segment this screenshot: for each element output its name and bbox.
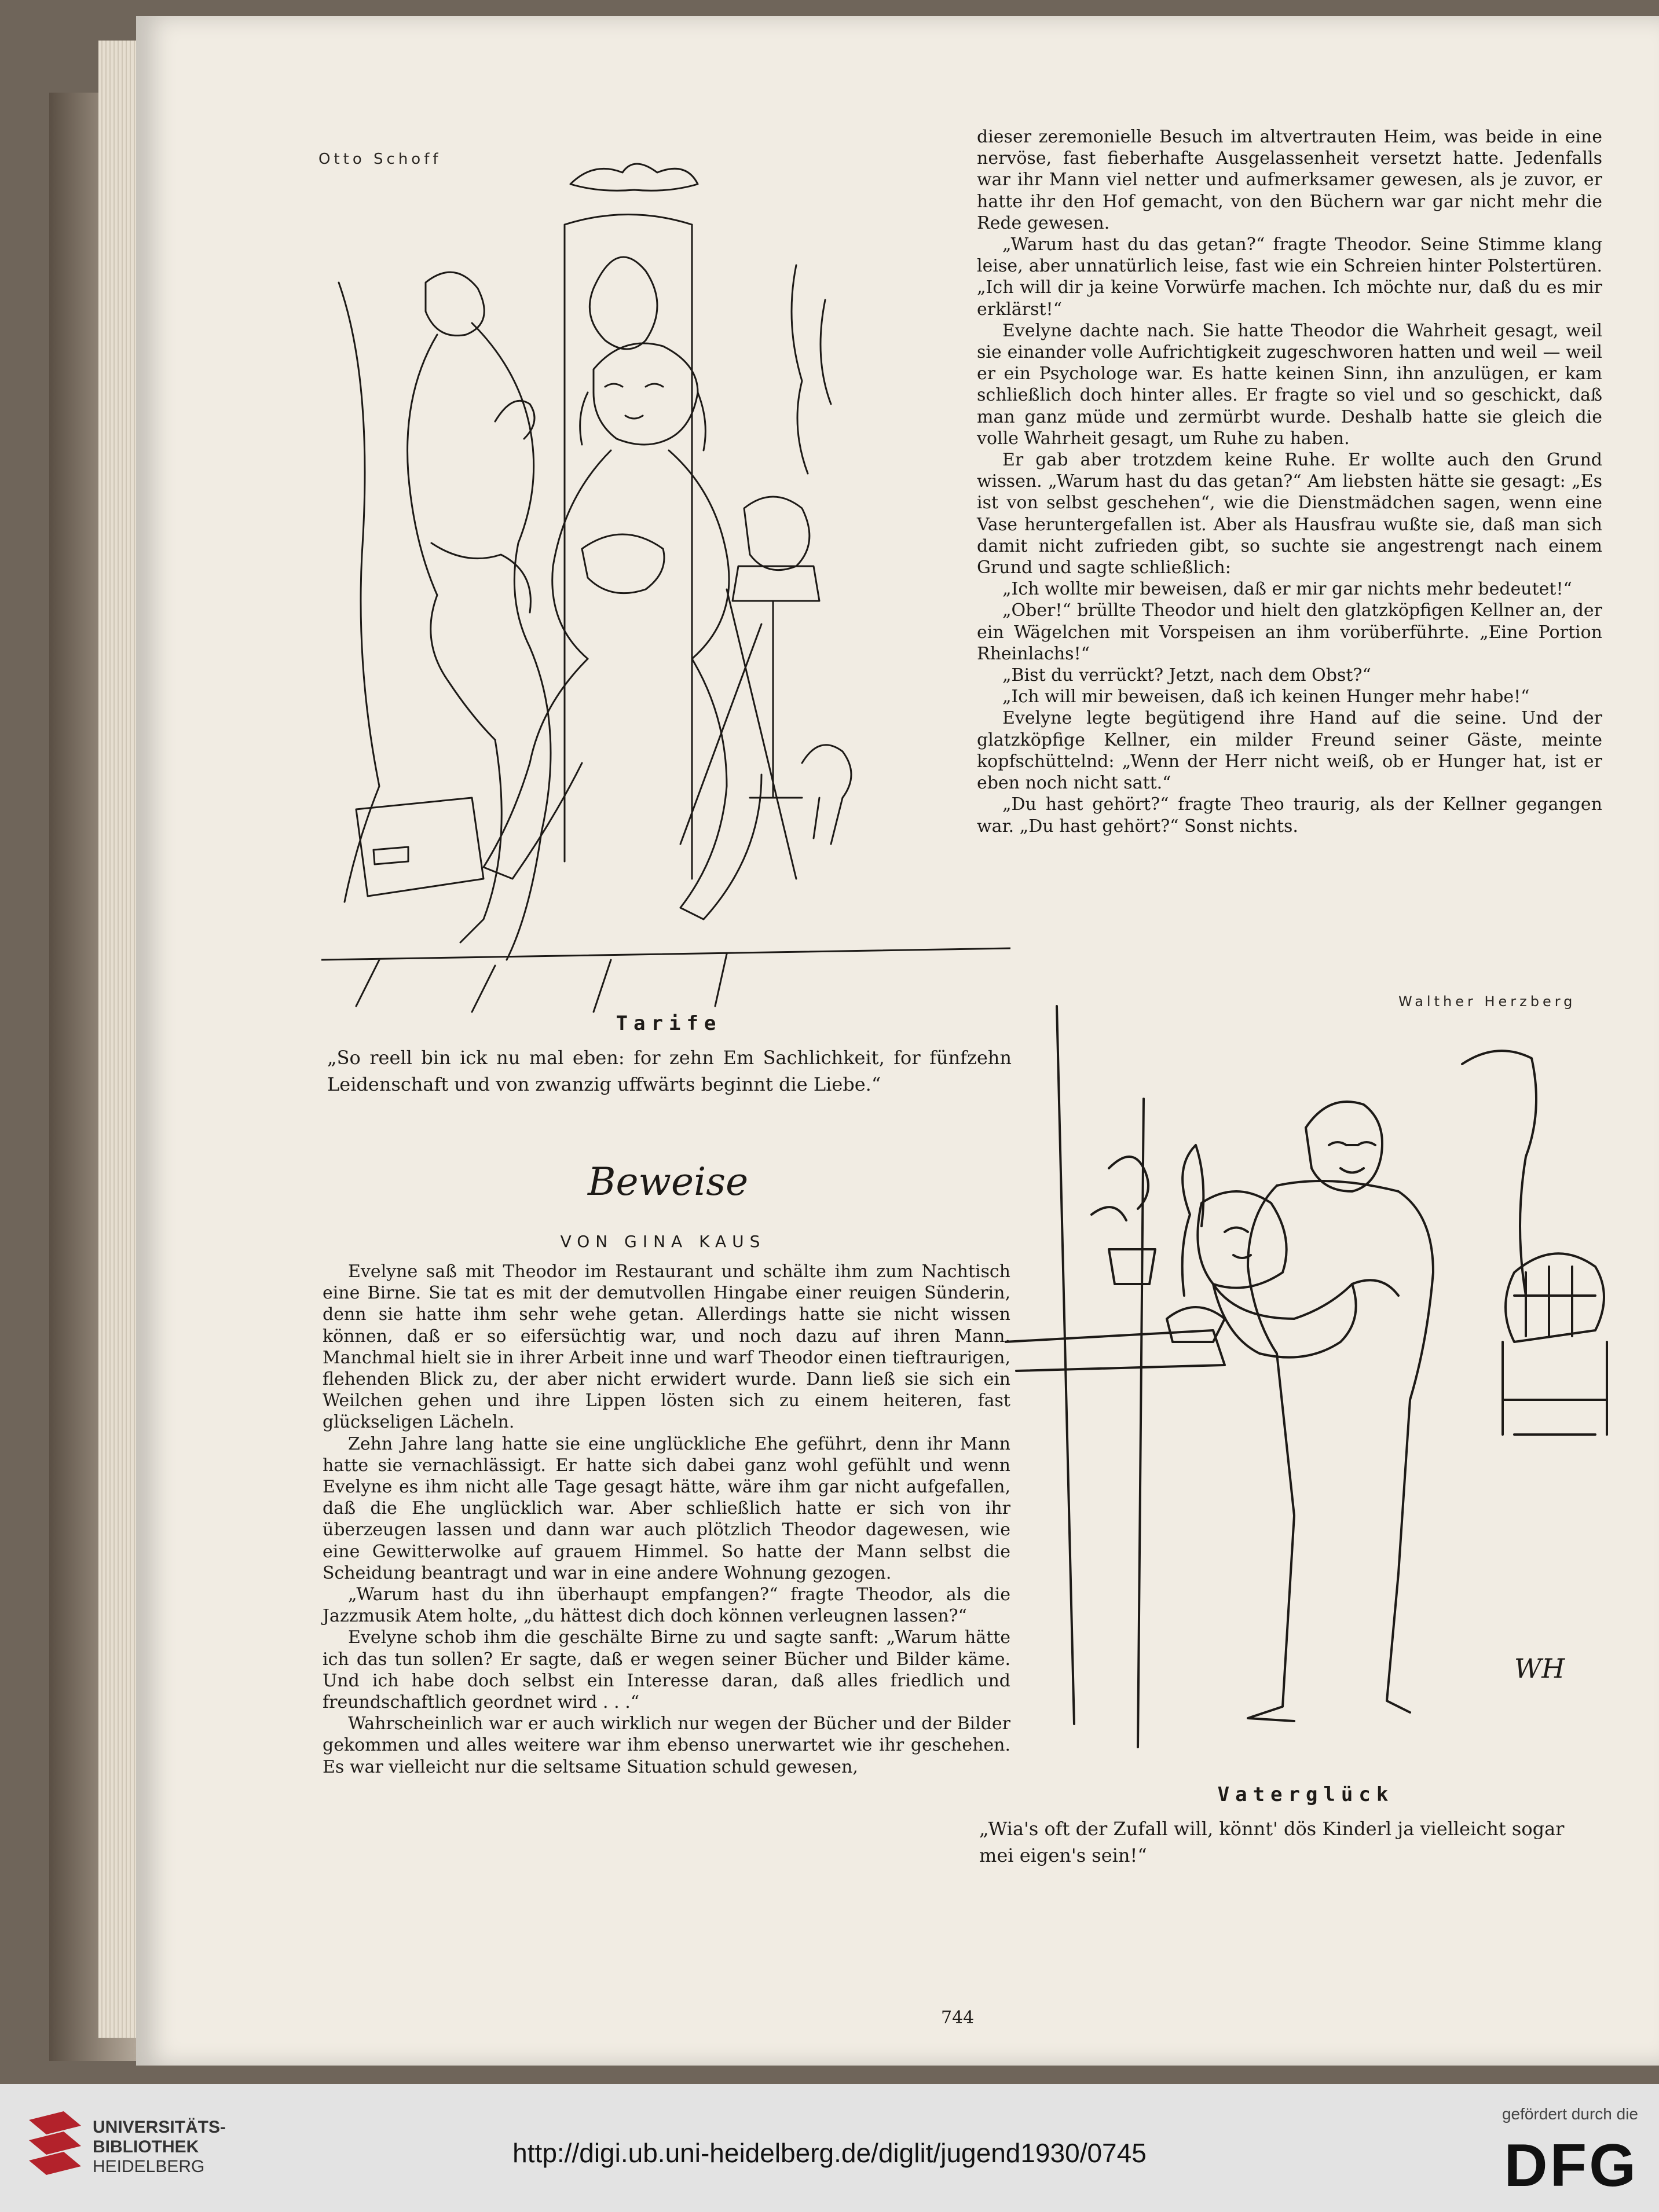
- article-paragraph: „Ich wollte mir beweisen, daß er mir gar nichts mehr bedeutet!“: [1002, 579, 1572, 600]
- article-byline: VON GINA KAUS: [560, 1232, 766, 1251]
- funding-note: gefördert durch die: [1501, 2105, 1638, 2123]
- caption-title-tarife: Tarife: [616, 1012, 722, 1035]
- article-paragraph: Zehn Jahre lang hatte sie eine unglückliche Ehe geführt, denn ihr Mann hatte sie vernachlässigt. Er hatte sich dabei ganz wohl gefühlt und wenn Evelyne es ihm nicht alle Tage gesagt hätte, wäre ihm gar nicht aufgefallen, daß die Ehe unglücklich war. Aber schließlich hatte er sich von ihr überzeugen lassen und dann war auch plötzlich Theodor dagewesen, wie eine Gewitterwolke auf grauem Himmel. So hatte der Mann selbst die Scheidung beantragt und war in eine andere Wohnung gezogen.: [323, 1433, 1010, 1583]
- page-number: 744: [941, 2008, 975, 2028]
- illustrator-monogram: WH: [1514, 1653, 1565, 1684]
- article-paragraph: „Ober!“ brüllte Theodor und hielt den glatzköpfigen Kellner an, der ein Wägelchen mit Vorspeisen an ihm vorüberführte. „Eine Portion Rheinlachs!“: [977, 600, 1602, 664]
- article-column-left: [323, 1261, 1010, 1778]
- permalink-url[interactable]: http://digi.ub.uni-heidelberg.de/diglit/jugend1930/0745: [512, 2138, 1147, 2168]
- magazine-page: [136, 16, 1659, 2066]
- library-name-line: UNIVERSITÄTS-: [93, 2118, 226, 2137]
- dfg-logo: DFG: [1504, 2132, 1638, 2199]
- article-paragraph: „Warum hast du das getan?“ fragte Theodor. Seine Stimme klang leise, aber unnatürlich leise, fast wie ein Schreien hinter Polstertüren. „Ich will dir ja keine Vorwürfe machen. Ich möchte nur, daß du es mir erklärst!“: [977, 234, 1602, 320]
- article-paragraph: Evelyne saß mit Theodor im Restaurant und schälte ihm zum Nachtisch eine Birne. Sie tat es mit der demutvollen Hingabe einer reuigen Sünderin, denn sie hatte ihm sehr wehe getan. Allerdings hatte sie nicht wissen können, daß er so eifersüchtig war, und noch dazu auf ihren Mann. Manchmal hielt sie in ihrer Arbeit inne und warf Theodor einen tieftraurigen, flehenden Blick zu, der aber nicht erwidert wurde. Dann ließ sie sich ein Weilchen gehen und ihre Lippen lösten sich zu einem heiteren, fast glückseligen Lächeln.: [323, 1261, 1010, 1433]
- article-paragraph: „Du hast gehört?“ fragte Theo traurig, als der Kellner gegangen war. „Du hast gehört?“ Sonst nichts.: [977, 794, 1602, 837]
- article-paragraph: dieser zeremonielle Besuch im altvertrauten Heim, was beide in eine nervöse, fast fieberhafte Ausgelassenheit versetzt hatte. Jedenfalls war ihr Mann viel netter und aufmerksamer gewesen, als je zuvor, er hatte ihr den Hof gemacht, von den Büchern war gar nicht mehr die Rede gewesen.: [977, 127, 1602, 233]
- article-paragraph: Wahrscheinlich war er auch wirklich nur wegen der Bücher und der Bilder gekommen und alles weitere war ihm ebenso unerwartet wie ihr geschehen. Es war vielleicht nur die seltsame Situation schuld gewesen,: [323, 1714, 1010, 1777]
- library-name-line: HEIDELBERG: [93, 2157, 205, 2176]
- article-paragraph: Er gab aber trotzdem keine Ruhe. Er wollte auch den Grund wissen. „Warum hast du das getan?“ Am liebsten hätte sie gesagt: „Es ist von selbst geschehen“, wie die Dienstmädchen sagen, wenn eine Vase heruntergefallen ist. Aber als Hausfrau wußte sie, daß man sich damit nicht zufrieden gibt, so suchte sie angestrengt nach einem Grund und sagte schließlich:: [977, 450, 1602, 578]
- library-name-line: BIBLIOTHEK: [93, 2137, 199, 2156]
- article-paragraph: Evelyne legte begütigend ihre Hand auf die seine. Und der glatzköpfige Kellner, ein milder Freund seiner Gäste, meinte kopfschüttelnd: „Wenn der Herr nicht weiß, ob er Hunger hat, ist er eben noch nicht satt.“: [977, 708, 1602, 794]
- article-paragraph: „Bist du verrückt? Jetzt, nach dem Obst?“: [1002, 665, 1371, 686]
- article-paragraph: Evelyne dachte nach. Sie hatte Theodor die Wahrheit gesagt, weil sie einander volle Aufrichtigkeit zugeschworen hatten und weil — weil er ein Psychologe war. Es hatte keinen Sinn, ihn anzulügen, er kam schließlich doch hinter alles. Er fragte so viel und so geschickt, daß man ganz müde und zermürbt wurde. Deshalb hatte sie gleich die volle Wahrheit gesagt, um Ruhe zu haben.: [977, 320, 1602, 449]
- digitization-footer: [0, 2084, 1659, 2212]
- article-paragraph: Evelyne schob ihm die geschälte Birne zu und sagte sanft: „Warum hätte ich das tun sollen? Er sagte, daß er wegen seiner Bücher und Bilder käme. Und ich habe doch selbst ein Interesse daran, daß alles friedlich und freundschaftlich geordnet wird . . .“: [323, 1627, 1010, 1713]
- caption-text-vaterglueck: „Wia's oft der Zufall will, könnt' dös Kinderl ja vielleicht sogar mei eigen's sein!“: [979, 1818, 1565, 1866]
- illustration-artist-credit-left: Otto Schoff: [318, 151, 442, 168]
- caption-text-tarife: „So reell bin ick nu mal eben: for zehn Em Sachlichkeit, for fünfzehn Leidenschaft und von zwanzig uffwärts beginnt die Liebe.“: [327, 1047, 1012, 1095]
- illustration-vaterglueck: [1005, 995, 1618, 1759]
- illustration-artist-credit-right: Walther Herzberg: [1398, 993, 1576, 1010]
- illustration-tarife: [321, 149, 1010, 1024]
- article-paragraph: „Warum hast du ihn überhaupt empfangen?“ fragte Theodor, als die Jazzmusik Atem holte, „du hättest dich doch können verleugnen lassen?“: [323, 1584, 1010, 1627]
- caption-title-vaterglueck: Vaterglück: [1217, 1783, 1394, 1806]
- article-title: Beweise: [588, 1160, 749, 1204]
- article-column-right: [977, 126, 1602, 837]
- article-paragraph: „Ich will mir beweisen, daß ich keinen Hunger mehr habe!“: [1002, 687, 1530, 707]
